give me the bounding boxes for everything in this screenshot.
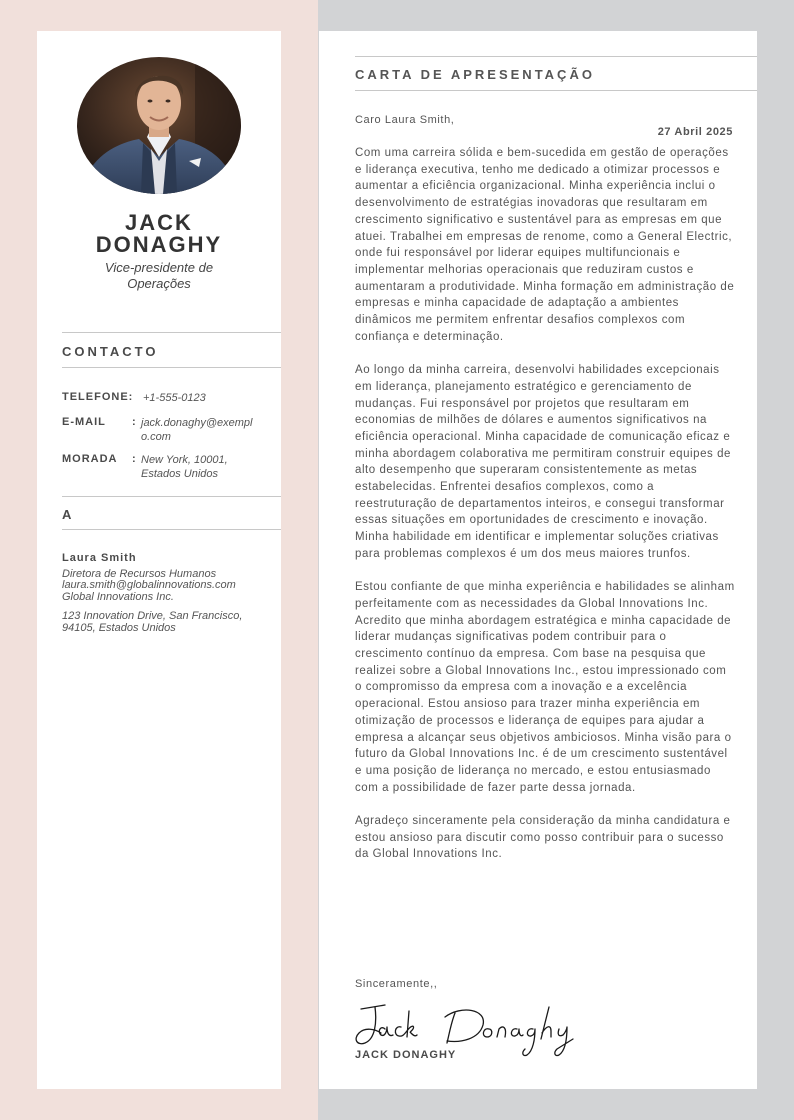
divider xyxy=(355,56,757,57)
divider xyxy=(355,90,757,91)
candidate-role: Vice-presidente de Operações xyxy=(104,260,214,291)
contact-address-colon: : xyxy=(132,453,136,465)
recipient-email: laura.smith@globalinnovations.com xyxy=(62,579,236,591)
contact-address-label: MORADA xyxy=(62,453,118,465)
letter-date: 27 Abril 2025 xyxy=(657,126,733,138)
letter-paragraph: Agradeço sinceramente pela consideração da minha candidatura e estou ansioso para discutir como posso contribuir para o sucesso da Global Innovations Inc. xyxy=(355,815,731,861)
divider xyxy=(62,367,281,368)
divider xyxy=(62,529,281,530)
letter-salutation: Caro Laura Smith, xyxy=(355,114,455,126)
candidate-name xyxy=(37,212,281,256)
letter-paragraph: Estou confiante de que minha experiência e habilidades se alinham perfeitamente com as necessidades da Global Innovations Inc. Acredito que minha abordagem estratégica e minha capacidade de liderar mudanças significativas podem contribuir para o crescimento contínuo da empresa. Com base na pesquisa que realizei sobre a Global Innovations Inc., estou impressionado com o compromisso da empresa com a inovação e a excelência operacional. Estou ansioso para trazer minha experiência em otimização de processos e liderança de equipes para ajudar a empresa a alcançar seus objetivos ambiciosos. Minha visão para o futuro da Global Innovations Inc. é de um crescimento sustentável e uma posição de liderança no mercado, e estou entusiasmado com a possibilidade de fazer parte dessa jornada. xyxy=(355,581,735,794)
candidate-last-name: DONAGHY xyxy=(95,232,223,257)
contact-phone-label: TELEFONE: xyxy=(62,391,134,403)
recipient-name: Laura Smith xyxy=(62,552,137,564)
recipient-company: Global Innovations Inc. xyxy=(62,591,174,603)
letter-card xyxy=(319,31,757,1089)
letter-body xyxy=(355,145,736,880)
contact-heading: CONTACTO xyxy=(62,344,159,359)
divider xyxy=(62,332,281,333)
contact-email-colon: : xyxy=(132,416,136,428)
signer-name: JACK DONAGHY xyxy=(355,1049,457,1061)
letter-paragraph: Ao longo da minha carreira, desenvolvi habilidades excepcionais em liderança, planejamento estratégico e gerenciamento de mudanças. Fui responsável por projetos que resultaram em economias de milhões de dólares e aumentos significativos na eficiência operacional. Minha capacidade de comunicação eficaz e minha abordagem colaborativa me permitiram construir equipes de alto desempenho que superaram consistentemente as metas estabelecidas. Enfrentei desafios complexos, como a reestruturação de departamentos inteiros, e consegui transformar essas situações em oportunidades de crescimento e inovação. Minha habilidade em identificar e implementar soluções criativas para problemas complexos é um dos meus maiores trunfos. xyxy=(355,364,731,560)
letter-paragraph: Com uma carreira sólida e bem-sucedida em gestão de operações e liderança executiva, tenho me dedicado a otimizar processos e aumentar a eficiência organizacional. Minha experiência inclui o desenvolvimento de estratégias inovadoras que resultaram em crescimento significativo e sustentável para as empresas em que atuei. Trabalhei em empresas de renome, como a General Electric, onde fui responsável por liderar equipes multifuncionais e implementar melhorias operacionais que reduziram custos e aumentaram a produtividade. Minha formação em administração de empresas e minha capacidade de adaptação a ambientes dinâmicos me permitem enfrentar desafios complexos com confiança e determinação. xyxy=(355,147,735,343)
contact-email-label: E-MAIL xyxy=(62,416,106,428)
recipient-title: Diretora de Recursos Humanos xyxy=(62,568,217,580)
sidebar-card xyxy=(37,31,281,1089)
recipient-heading: A xyxy=(62,507,75,522)
recipient-address: 123 Innovation Drive, San Francisco, 94105, Estados Unidos xyxy=(62,610,243,634)
contact-phone-value: +1-555-0123 xyxy=(143,392,206,404)
divider xyxy=(62,496,281,497)
contact-address-value: New York, 10001, Estados Unidos xyxy=(141,454,228,480)
candidate-first-name: JACK xyxy=(125,210,193,235)
contact-email-value: jack.donaghy@exemplo.com xyxy=(141,417,253,443)
letter-closing: Sinceramente,, xyxy=(355,978,438,990)
profile-photo xyxy=(77,57,241,194)
letter-title: CARTA DE APRESENTAÇÃO xyxy=(355,67,595,82)
